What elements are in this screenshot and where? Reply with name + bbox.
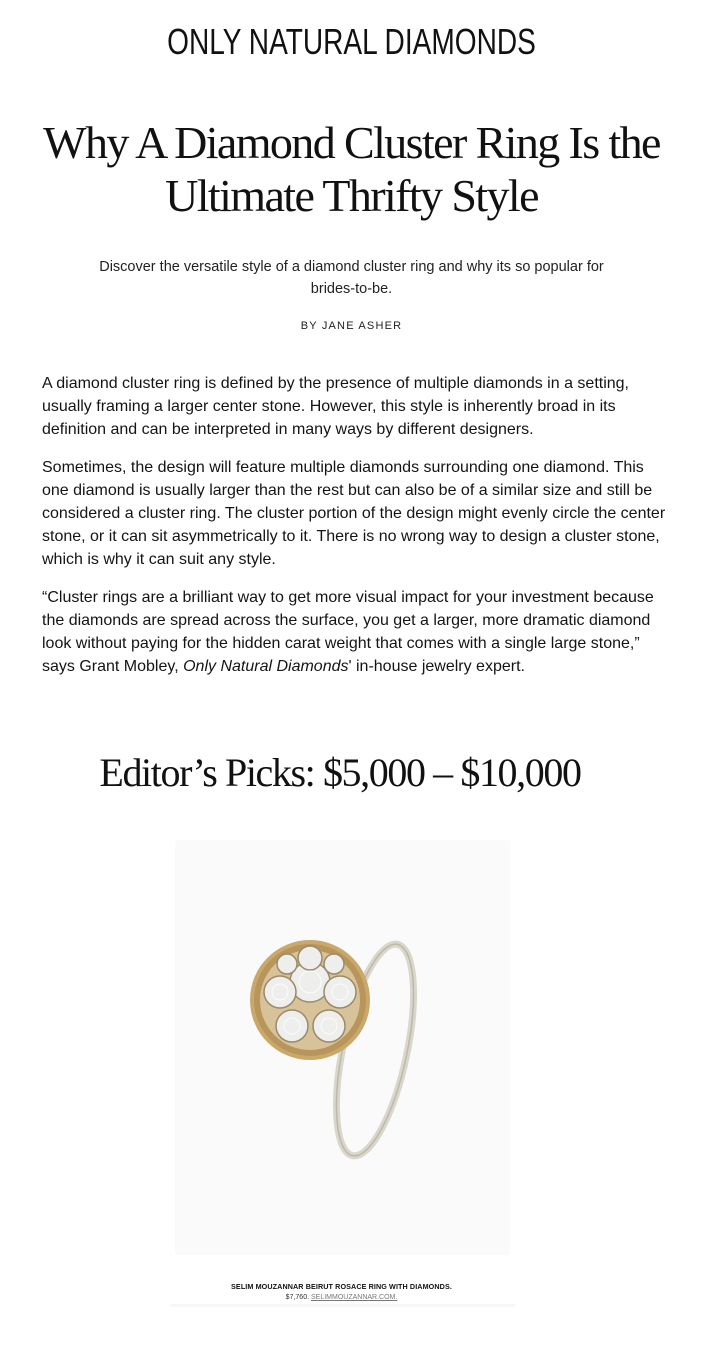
site-logo[interactable] [77, 22, 625, 62]
section-heading: Editor’s Picks: $5,000 – $10,000 [99, 750, 581, 795]
quote-text-end: ' in-house jewelry expert. [348, 658, 525, 675]
caption-title: SELIM MOUZANNAR BEIRUT ROSACE RING WITH DIAMONDS. [231, 1282, 452, 1291]
ring-illustration [175, 840, 510, 1255]
author-link[interactable]: BY JANE ASHER [300, 320, 403, 332]
quote-text: “Cluster rings are a brilliant way to get more visual impact for your investment because the diamonds are spread across the surface, you get a larger, more dramatic diamond look without paying for the hidden carat weight that comes with a single large stone,” says Grant Mobley, [42, 589, 654, 675]
article-body [42, 372, 672, 693]
caption-divider [170, 1304, 515, 1307]
body-paragraph: Sometimes, the design will feature multiple diamonds surrounding one diamond. This one diamond is usually larger than the rest but can also be of a similar size and still be considered a cluster ring. The cluster portion of the design might evenly circle the center stone, or it can sit asymmetrically to it. There is no wrong way to design a cluster stone, which is why it can suit any style. [42, 459, 666, 568]
pull-quote-paragraph [42, 586, 672, 678]
site-logo-link[interactable]: ONLY NATURAL DIAMONDS [167, 21, 536, 62]
caption-price-line [160, 1292, 523, 1303]
article-title: Why A Diamond Cluster Ring Is the Ultimate Thrifty Style [43, 117, 660, 221]
body-paragraph: A diamond cluster ring is defined by the presence of multiple diamonds in a setting, usually framing a larger center stone. However, this style is inherently broad in its definition and can be interpreted in many ways by different designers. [42, 375, 629, 438]
retailer-link[interactable]: SELIMMOUZANNAR.COM. [310, 1294, 398, 1301]
product-image[interactable] [175, 840, 510, 1255]
product-caption [160, 1281, 523, 1303]
product-price: $7,760. [285, 1294, 310, 1301]
article-byline [0, 320, 703, 332]
article-dek: Discover the versatile style of a diamond cluster ring and why its so popular for brides-to-be. [99, 259, 604, 297]
publication-name: Only Natural Diamonds [183, 658, 349, 675]
